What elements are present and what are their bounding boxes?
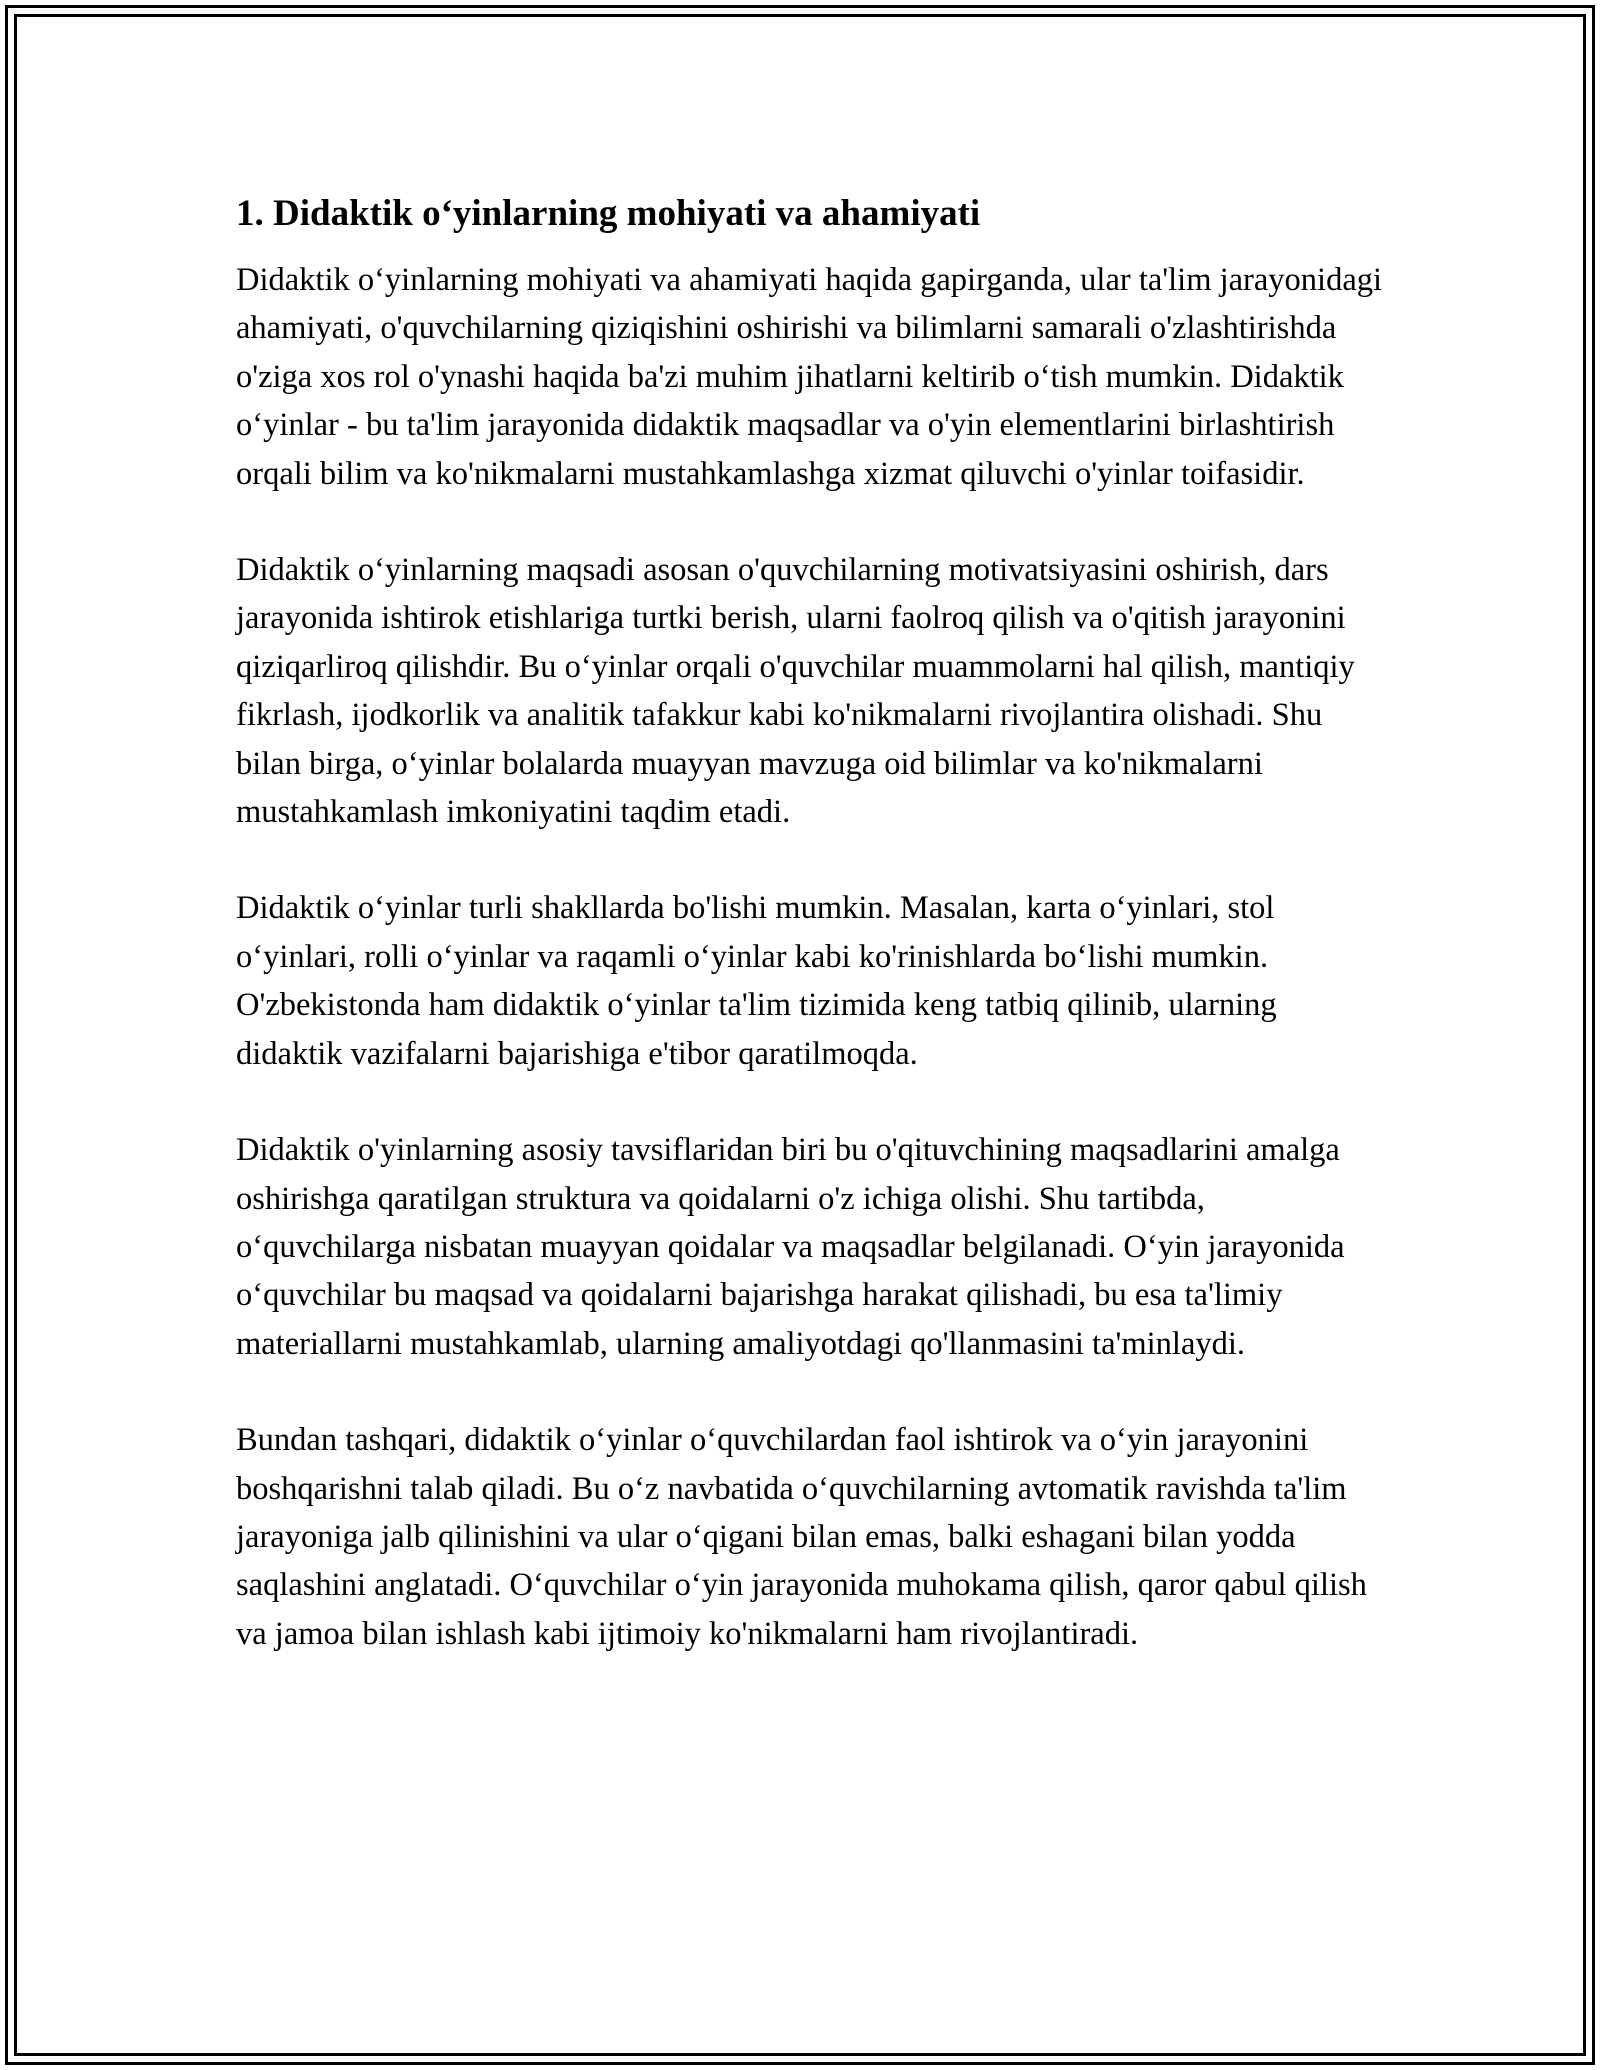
paragraph-forms: Didaktik o‘yinlar turli shakllarda bo'lishi mumkin. Masalan, karta o‘yinlari, stol o‘yinlari, rolli o‘yinlar va raqamli o‘yinlar kabi ko'rinishlarda bo‘lishi mumkin. O'zbekistonda ham didaktik o‘yinlar ta'lim tizimida keng tatbiq qilinib, ularning didaktik vazifalarni bajarishiga e'tibor qaratilmoqda. <box>236 890 1277 1072</box>
paragraph-essence: Didaktik o‘yinlarning mohiyati va ahamiyati haqida gapirganda, ular ta'lim jarayonidagi ahamiyati, o'quvchilarning qiziqishini oshirishi va bilimlarni samarali o'zlashtirishda o'ziga xos rol o'ynashi haqida ba'zi muhim jihatlarni keltirib o‘tish mumkin. Didaktik o‘yinlar - bu ta'lim jarayonida didaktik maqsadlar va o'yin elementlarini birlashtirish orqali bilim va ko'nikmalarni mustahkamlashga xizmat qiluvchi o'yinlar toifasidir. <box>236 262 1383 492</box>
document-page <box>236 186 1386 1658</box>
paragraph-purpose: Didaktik o‘yinlarning maqsadi asosan o'quvchilarning motivatsiyasini oshirish, dars jarayonida ishtirok etishlariga turtki berish, ularni faolroq qilish va o'qitish jarayonini qiziqarliroq qilishdir. Bu o‘yinlar orqali o'quvchilar muammolarni hal qilish, mantiqiy fikrlash, ijodkorlik va analitik tafakkur kabi ko'nikmalarni rivojlantira olishadi. Shu bilan birga, o‘yinlar bolalarda muayyan mavzuga oid bilimlar va ko'nikmalarni mustahkamlash imkoniyatini taqdim etadi. <box>236 552 1355 831</box>
paragraph-participation: Bundan tashqari, didaktik o‘yinlar o‘quvchilardan faol ishtirok va o‘yin jarayonini boshqarishni talab qiladi. Bu o‘z navbatida o‘quvchilarning avtomatik ravishda ta'lim jarayoniga jalb qilinishini va ular o‘qigani bilan emas, balki eshagani bilan yodda saqlashini anglatadi. O‘quvchilar o‘yin jarayonida muhokama qilish, qaror qabul qilish va jamoa bilan ishlash kabi ijtimoiy ko'nikmalarni ham rivojlantiradi. <box>236 1422 1367 1652</box>
paragraph-structure: Didaktik o'yinlarning asosiy tavsiflaridan biri bu o'qituvchining maqsadlarini amalga oshirishga qaratilgan struktura va qoidalarni o'z ichiga olishi. Shu tartibda, o‘quvchilarga nisbatan muayyan qoidalar va maqsadlar belgilanadi. O‘yin jarayonida o‘quvchilar bu maqsad va qoidalarni bajarishga harakat qilishadi, bu esa ta'limiy materiallarni mustahkamlab, ularning amaliyotdagi qo'llanmasini ta'minlaydi. <box>236 1132 1345 1362</box>
section-heading: 1. Didaktik o‘yinlarning mohiyati va ahamiyati <box>236 193 981 234</box>
